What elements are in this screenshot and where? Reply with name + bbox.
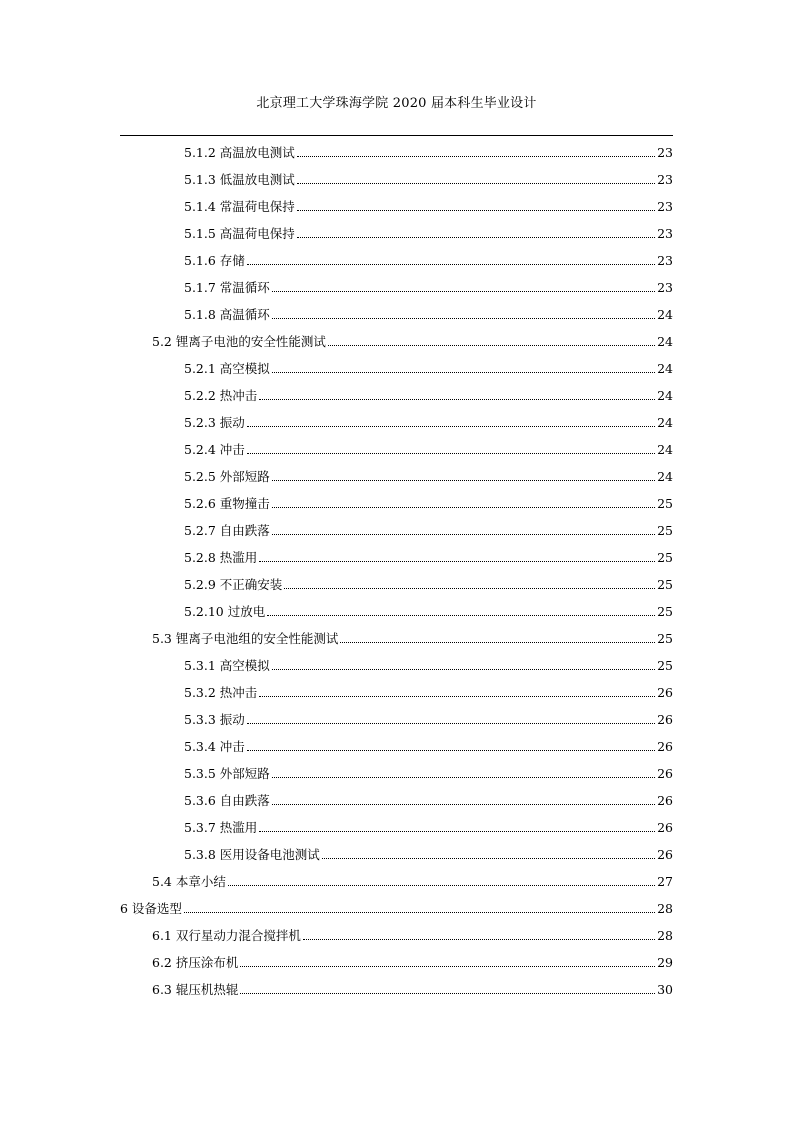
- toc-entry[interactable]: [184, 735, 673, 755]
- toc-entry-page-number: 26: [657, 793, 673, 808]
- toc-dot-leader: [272, 291, 655, 292]
- toc-entry[interactable]: [184, 492, 673, 512]
- toc-entry-page-number: 26: [657, 712, 673, 727]
- toc-entry[interactable]: [184, 195, 673, 215]
- toc-entry[interactable]: [184, 519, 673, 539]
- toc-dot-leader: [247, 453, 655, 454]
- toc-entry-page-number: 28: [657, 928, 673, 943]
- toc-dot-leader: [284, 588, 655, 589]
- toc-dot-leader: [272, 372, 655, 373]
- toc-entry-label: 5.3.8 医用设备电池测试: [184, 847, 320, 862]
- toc-entry[interactable]: [152, 627, 673, 647]
- toc-entry-label: 5.2 锂离子电池的安全性能测试: [152, 334, 326, 349]
- toc-entry[interactable]: [184, 222, 673, 242]
- toc-entry-label: 6.1 双行星动力混合搅拌机: [152, 928, 301, 943]
- toc-dot-leader: [247, 750, 655, 751]
- toc-entry-page-number: 29: [657, 955, 673, 970]
- toc-entry-label: 5.3.3 振动: [184, 712, 245, 727]
- toc-entry-page-number: 26: [657, 820, 673, 835]
- toc-entry[interactable]: [152, 951, 673, 971]
- toc-entry-page-number: 27: [657, 874, 673, 889]
- toc-dot-leader: [259, 399, 655, 400]
- toc-dot-leader: [240, 966, 655, 967]
- toc-dot-leader: [247, 264, 655, 265]
- toc-entry[interactable]: [184, 141, 673, 161]
- toc-entry[interactable]: [184, 465, 673, 485]
- toc-entry-page-number: 26: [657, 739, 673, 754]
- toc-entry-page-number: 23: [657, 172, 673, 187]
- toc-entry-label: 5.4 本章小结: [152, 874, 226, 889]
- toc-dot-leader: [240, 993, 655, 994]
- toc-entry[interactable]: [152, 924, 673, 944]
- toc-dot-leader: [322, 858, 655, 859]
- toc-entry-page-number: 23: [657, 280, 673, 295]
- toc-entry[interactable]: [184, 654, 673, 674]
- header-divider: [120, 135, 673, 136]
- page-header-title: 北京理工大学珠海学院 2020 届本科生毕业设计: [256, 96, 537, 111]
- toc-dot-leader: [259, 831, 655, 832]
- toc-dot-leader: [297, 156, 655, 157]
- toc-entry-label: 5.2.1 高空模拟: [184, 361, 270, 376]
- toc-entry-label: 5.2.4 冲击: [184, 442, 245, 457]
- toc-entry[interactable]: [184, 168, 673, 188]
- toc-entry-page-number: 25: [657, 496, 673, 511]
- toc-entry-label: 5.2.2 热冲击: [184, 388, 258, 403]
- toc-entry-label: 5.1.8 高温循环: [184, 307, 270, 322]
- toc-entry-page-number: 25: [657, 523, 673, 538]
- toc-dot-leader: [303, 939, 655, 940]
- toc-entry-page-number: 26: [657, 847, 673, 862]
- toc-entry-page-number: 23: [657, 145, 673, 160]
- toc-entry[interactable]: [184, 276, 673, 296]
- toc-entry-page-number: 30: [657, 982, 673, 997]
- toc-entry-page-number: 25: [657, 550, 673, 565]
- toc-entry[interactable]: [152, 330, 673, 350]
- toc-dot-leader: [340, 642, 655, 643]
- toc-dot-leader: [297, 210, 655, 211]
- toc-entry[interactable]: [184, 303, 673, 323]
- toc-entry[interactable]: [184, 357, 673, 377]
- toc-entry[interactable]: [184, 411, 673, 431]
- toc-entry-label: 5.3.4 冲击: [184, 739, 245, 754]
- toc-dot-leader: [272, 507, 655, 508]
- toc-entry-page-number: 25: [657, 631, 673, 646]
- toc-entry-label: 5.2.3 振动: [184, 415, 245, 430]
- toc-dot-leader: [259, 696, 655, 697]
- toc-entry[interactable]: [184, 546, 673, 566]
- toc-dot-leader: [297, 237, 655, 238]
- toc-entry-label: 6.3 辊压机热辊: [152, 982, 239, 997]
- toc-entry-label: 5.3.1 高空模拟: [184, 658, 270, 673]
- toc-entry-label: 5.1.5 高温荷电保持: [184, 226, 295, 241]
- toc-entry-page-number: 23: [657, 226, 673, 241]
- toc-entry[interactable]: [184, 762, 673, 782]
- toc-dot-leader: [272, 534, 655, 535]
- toc-entry-label: 6 设备选型: [120, 901, 182, 916]
- toc-dot-leader: [247, 426, 655, 427]
- toc-dot-leader: [328, 345, 655, 346]
- toc-entry[interactable]: [152, 978, 673, 998]
- toc-dot-leader: [272, 669, 655, 670]
- toc-entry-page-number: 24: [657, 415, 673, 430]
- toc-dot-leader: [259, 561, 655, 562]
- toc-entry[interactable]: [184, 681, 673, 701]
- toc-entry[interactable]: [184, 573, 673, 593]
- toc-entry[interactable]: [184, 384, 673, 404]
- toc-entry-label: 5.3.2 热冲击: [184, 685, 258, 700]
- toc-entry-page-number: 23: [657, 199, 673, 214]
- toc-entry-label: 5.1.6 存储: [184, 253, 245, 268]
- toc-entry[interactable]: [184, 708, 673, 728]
- toc-entry[interactable]: [184, 600, 673, 620]
- toc-entry[interactable]: [184, 789, 673, 809]
- toc-entry-label: 5.3.5 外部短路: [184, 766, 270, 781]
- toc-entry-page-number: 24: [657, 361, 673, 376]
- toc-entry-label: 5.3 锂离子电池组的安全性能测试: [152, 631, 339, 646]
- toc-entry-label: 5.2.5 外部短路: [184, 469, 270, 484]
- toc-entry[interactable]: [120, 897, 673, 917]
- toc-entry-page-number: 24: [657, 469, 673, 484]
- toc-entry-page-number: 24: [657, 442, 673, 457]
- toc-entry[interactable]: [184, 816, 673, 836]
- toc-entry-label: 5.2.6 重物撞击: [184, 496, 270, 511]
- toc-entry[interactable]: [152, 870, 673, 890]
- toc-dot-leader: [297, 183, 655, 184]
- toc-dot-leader: [247, 723, 655, 724]
- toc-entry-label: 5.2.10 过放电: [184, 604, 266, 619]
- toc-entry-page-number: 26: [657, 766, 673, 781]
- toc-entry-label: 5.2.7 自由跌落: [184, 523, 270, 538]
- toc-dot-leader: [272, 480, 655, 481]
- toc-entry-label: 5.1.3 低温放电测试: [184, 172, 295, 187]
- toc-entry[interactable]: [184, 843, 673, 863]
- toc-entry-page-number: 25: [657, 577, 673, 592]
- toc-entry-label: 5.1.2 高温放电测试: [184, 145, 295, 160]
- toc-entry-label: 5.3.6 自由跌落: [184, 793, 270, 808]
- toc-dot-leader: [184, 912, 655, 913]
- toc-dot-leader: [272, 777, 655, 778]
- toc-entry-page-number: 24: [657, 334, 673, 349]
- toc-entry-label: 5.1.7 常温循环: [184, 280, 270, 295]
- toc-entry-label: 5.2.9 不正确安装: [184, 577, 283, 592]
- toc-entry-label: 5.2.8 热滥用: [184, 550, 258, 565]
- toc-entry[interactable]: [184, 438, 673, 458]
- toc-entry-label: 5.3.7 热滥用: [184, 820, 258, 835]
- toc-entry-page-number: 28: [657, 901, 673, 916]
- toc-entry-page-number: 25: [657, 604, 673, 619]
- toc-entry-page-number: 24: [657, 388, 673, 403]
- toc-entry-page-number: 25: [657, 658, 673, 673]
- toc-entry[interactable]: [184, 249, 673, 269]
- toc-entry-page-number: 24: [657, 307, 673, 322]
- toc-entry-page-number: 23: [657, 253, 673, 268]
- toc-entry-label: 5.1.4 常温荷电保持: [184, 199, 295, 214]
- toc-entry-page-number: 26: [657, 685, 673, 700]
- toc-entry-label: 6.2 挤压涂布机: [152, 955, 239, 970]
- toc-dot-leader: [272, 318, 655, 319]
- toc-dot-leader: [267, 615, 655, 616]
- toc-dot-leader: [272, 804, 655, 805]
- toc-dot-leader: [228, 885, 655, 886]
